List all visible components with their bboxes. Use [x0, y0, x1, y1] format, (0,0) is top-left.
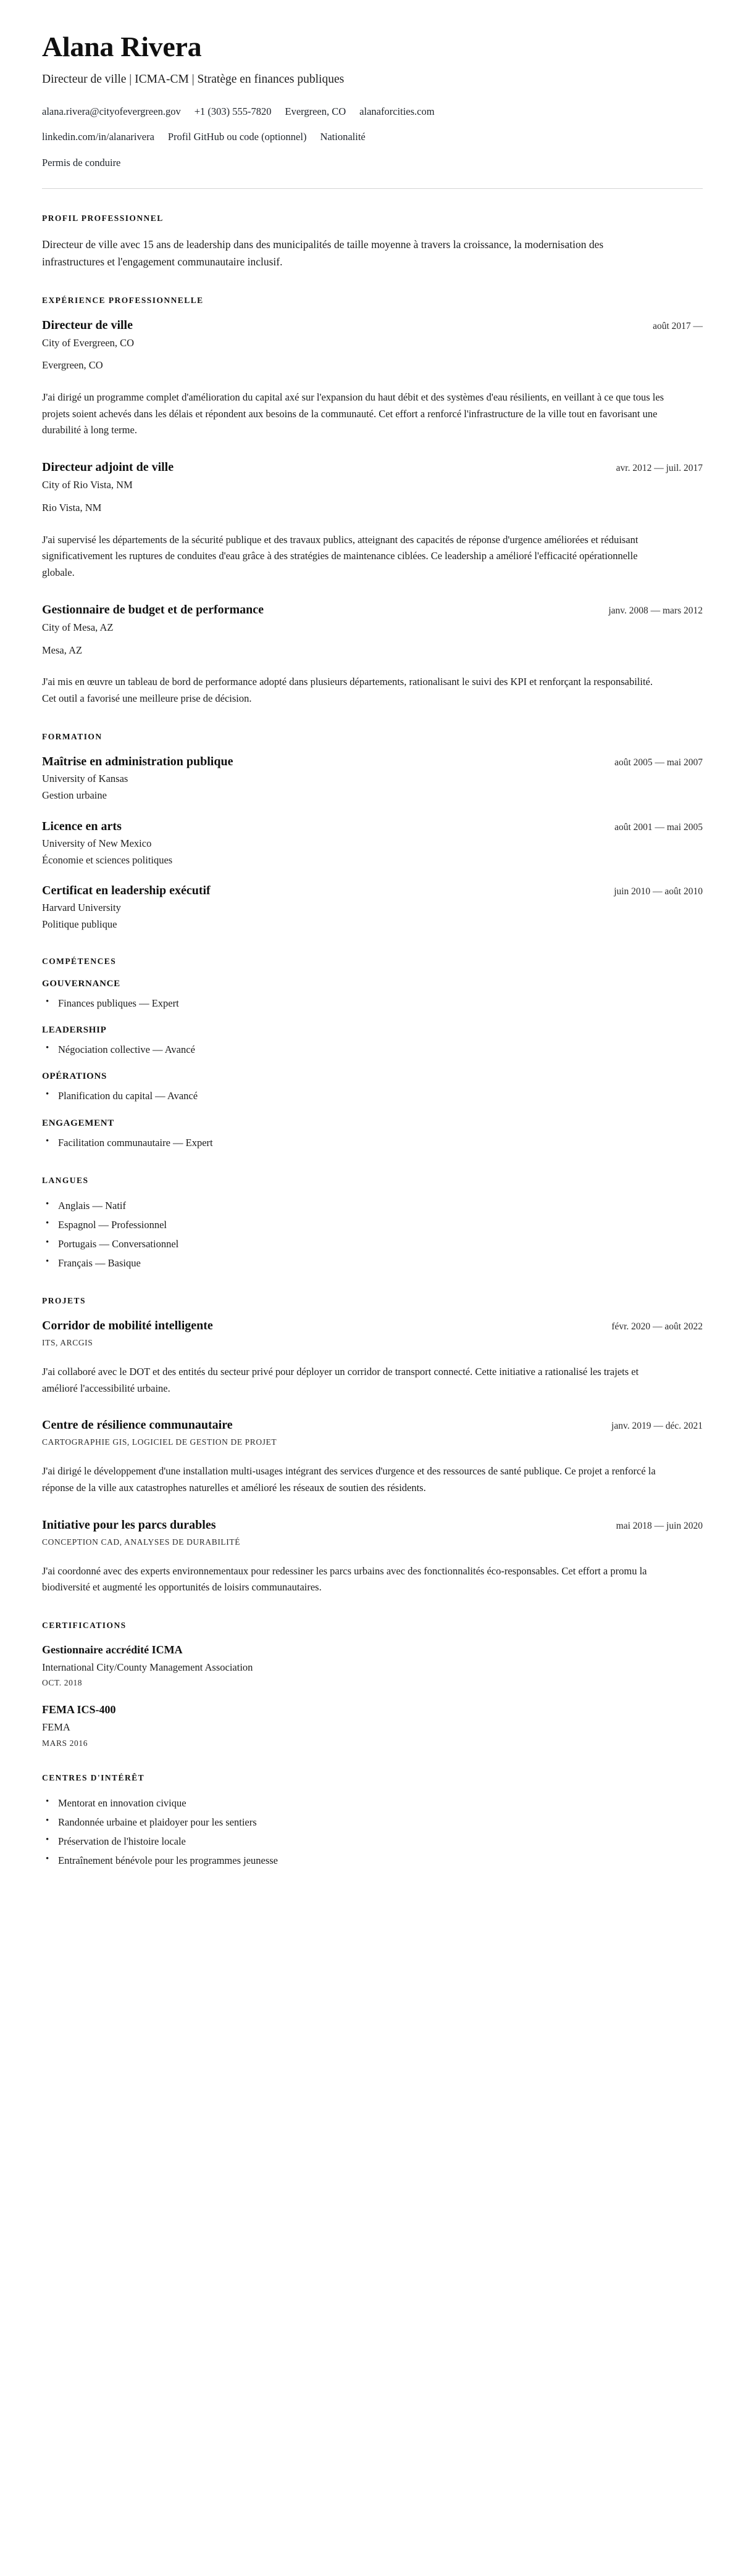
- skill-item: • Planification du capital — Avancé: [42, 1088, 703, 1104]
- certification-entry: [42, 1703, 703, 1748]
- experience-job-title: Gestionnaire de budget et de performance: [42, 602, 264, 617]
- certification-issuer: International City/County Management Association: [42, 1661, 253, 1673]
- interest-list: [42, 1795, 703, 1869]
- interest-item: • Entraînement bénévole pour les programmes jeunesse: [42, 1853, 703, 1869]
- experience-entry: [42, 460, 703, 581]
- skill-group: [42, 1071, 703, 1104]
- education-date-range: août 2001 — mai 2005: [614, 821, 703, 833]
- contact-row-secondary: [42, 130, 703, 145]
- project-description: J'ai dirigé le développement d'une installation multi-usages intégrant des services d'urgence et des ressources de santé publique. Ce projet a renforcé la réponse de la ville aux catastrophes naturelles et amélioré les réseaux de soutien des résidents.: [42, 1465, 656, 1494]
- education-entry-header: [42, 754, 703, 770]
- contact-row-tertiary: [42, 156, 703, 171]
- section-projects: [42, 1296, 703, 1596]
- language-item: • Anglais — Natif: [42, 1198, 703, 1214]
- section-languages: [42, 1176, 703, 1271]
- experience-description: J'ai dirigé un programme complet d'amélioration du capital axé sur l'expansion du haut débit et des systèmes d'eau résilients, en veillant à ce que tous les projets soient achevés dans les délais et répondent aux besoins de la communauté. Cet effort a renforcé l'infrastructure de la ville tout en favorisant une durabilité à long terme.: [42, 391, 664, 436]
- section-education: [42, 732, 703, 933]
- education-entry: [42, 883, 703, 932]
- interest-item: • Préservation de l'histoire locale: [42, 1834, 703, 1850]
- skill-group-title-engagement: ENGAGEMENT: [42, 1118, 115, 1128]
- certification-name: FEMA ICS-400: [42, 1703, 116, 1716]
- header-divider: [42, 188, 703, 189]
- project-entry-header: [42, 1518, 703, 1533]
- project-date-range: janv. 2019 — déc. 2021: [611, 1421, 703, 1432]
- project-entry-header: [42, 1318, 703, 1334]
- experience-job-title: Directeur de ville: [42, 318, 133, 332]
- section-certifications: [42, 1621, 703, 1748]
- contact-drivers-license: Permis de conduire: [42, 157, 121, 169]
- certification-entry: [42, 1643, 703, 1688]
- education-date-range: août 2005 — mai 2007: [614, 757, 703, 768]
- contact-website[interactable]: alanaforcities.com: [359, 105, 435, 117]
- experience-date-range: août 2017 —: [653, 320, 703, 331]
- education-field: Gestion urbaine: [42, 789, 107, 801]
- section-interests: [42, 1773, 703, 1869]
- section-title-projects: PROJETS: [42, 1295, 86, 1305]
- education-school: Harvard University: [42, 902, 121, 914]
- section-summary: [42, 214, 703, 271]
- skill-group: [42, 979, 703, 1012]
- project-entry: [42, 1518, 703, 1596]
- skill-list: [42, 995, 703, 1012]
- skill-item: • Finances publiques — Expert: [42, 995, 703, 1012]
- language-item: • Français — Basique: [42, 1255, 703, 1271]
- certification-date: OCT. 2018: [42, 1678, 83, 1688]
- education-field: Économie et sciences politiques: [42, 854, 173, 866]
- experience-location: Mesa, AZ: [42, 644, 83, 656]
- contact-email[interactable]: alana.rivera@cityofevergreen.gov: [42, 105, 181, 117]
- contact-row-primary: [42, 104, 703, 120]
- language-list: [42, 1198, 703, 1271]
- experience-entry-header: [42, 318, 703, 333]
- education-entry-header: [42, 819, 703, 834]
- education-degree: Maîtrise en administration publique: [42, 754, 233, 768]
- skill-list: [42, 1135, 703, 1151]
- project-title: Initiative pour les parcs durables: [42, 1518, 216, 1532]
- certification-issuer: FEMA: [42, 1721, 70, 1733]
- project-date-range: mai 2018 — juin 2020: [616, 1520, 703, 1531]
- skill-group: [42, 1025, 703, 1058]
- project-entry-header: [42, 1418, 703, 1433]
- experience-description: J'ai mis en œuvre un tableau de bord de performance adopté dans plusieurs départements, rationalisant le suivi des KPI et renforçant la responsabilité. Cet outil a favorisé une meilleure prise de décision.: [42, 676, 653, 705]
- education-school: University of New Mexico: [42, 837, 152, 849]
- skill-list: [42, 1088, 703, 1104]
- certification-date: MARS 2016: [42, 1738, 88, 1748]
- education-degree: Licence en arts: [42, 819, 122, 833]
- education-degree: Certificat en leadership exécutif: [42, 884, 211, 898]
- experience-location: Evergreen, CO: [42, 359, 103, 372]
- interest-item: • Randonnée urbaine et plaidoyer pour les sentiers: [42, 1814, 703, 1830]
- education-school: University of Kansas: [42, 772, 128, 784]
- skill-group-title-gouvernance: GOUVERNANCE: [42, 979, 120, 989]
- project-entry: [42, 1418, 703, 1496]
- section-title-interests: CENTRES D'INTÉRÊT: [42, 1772, 145, 1782]
- summary-text: Directeur de ville avec 15 ans de leadership dans des municipalités de taille moyenne à travers la croissance, la modernisation des infrastructures et l'engagement communautaire inclusif.: [42, 238, 604, 268]
- candidate-headline: Directeur de ville | ICMA-CM | Stratège en finances publiques: [42, 73, 345, 86]
- project-technologies: ITS, ARCGIS: [42, 1337, 93, 1347]
- experience-organization: City of Mesa, AZ: [42, 621, 114, 633]
- contact-github[interactable]: Profil GitHub ou code (optionnel): [167, 131, 307, 143]
- education-date-range: juin 2010 — août 2010: [614, 886, 703, 897]
- project-technologies: CARTOGRAPHIE GIS, LOGICIEL DE GESTION DE PROJET: [42, 1437, 277, 1447]
- section-title-languages: LANGUES: [42, 1175, 89, 1185]
- education-entry: [42, 819, 703, 868]
- experience-entry: [42, 318, 703, 439]
- language-item: • Espagnol — Professionnel: [42, 1217, 703, 1233]
- skill-group-title-leadership: LEADERSHIP: [42, 1025, 107, 1036]
- contact-linkedin[interactable]: linkedin.com/in/alanarivera: [42, 131, 154, 143]
- experience-entry: [42, 602, 703, 707]
- section-title-experience: EXPÉRIENCE PROFESSIONNELLE: [42, 295, 204, 305]
- experience-date-range: janv. 2008 — mars 2012: [608, 605, 703, 616]
- project-description: J'ai collaboré avec le DOT et des entités du secteur privé pour déployer un corridor de transport connecté. Cette initiative a rationalisé les trajets et amélioré l'accessibilité urbaine.: [42, 1365, 639, 1394]
- contact-nationality: Nationalité: [320, 131, 366, 143]
- education-entry: [42, 754, 703, 803]
- project-title: Centre de résilience communautaire: [42, 1418, 233, 1432]
- experience-location: Rio Vista, NM: [42, 501, 102, 513]
- experience-organization: City of Evergreen, CO: [42, 336, 135, 349]
- skill-list: [42, 1042, 703, 1058]
- contact-phone[interactable]: +1 (303) 555-7820: [194, 105, 272, 117]
- experience-organization: City of Rio Vista, NM: [42, 479, 133, 491]
- skill-group: [42, 1118, 703, 1151]
- section-skills: [42, 957, 703, 1150]
- interest-item: • Mentorat en innovation civique: [42, 1795, 703, 1811]
- candidate-name: Alana Rivera: [42, 31, 202, 62]
- experience-job-title: Directeur adjoint de ville: [42, 460, 174, 475]
- section-title-skills: COMPÉTENCES: [42, 957, 117, 966]
- experience-description: J'ai supervisé les départements de la sécurité publique et des travaux publics, atteignant des capacités de réponse d'urgence améliorées et réduisant significativement les ruptures de conduites d'eau grâce à des stratégies de maintenance ciblées. Ce leadership a amélioré l'efficacité opérationnelle globale.: [42, 533, 638, 579]
- skill-item: • Négociation collective — Avancé: [42, 1042, 703, 1058]
- project-technologies: CONCEPTION CAD, ANALYSES DE DURABILITÉ: [42, 1537, 241, 1547]
- section-title-certifications: CERTIFICATIONS: [42, 1621, 127, 1631]
- education-field: Politique publique: [42, 918, 117, 931]
- section-title-summary: PROFIL PROFESSIONNEL: [42, 213, 164, 223]
- experience-entry-header: [42, 602, 703, 618]
- resume-header: [42, 32, 703, 189]
- language-item: • Portugais — Conversationnel: [42, 1236, 703, 1252]
- project-description: J'ai coordonné avec des experts environnementaux pour redessiner les parcs urbains avec des fonctionnalités éco-responsables. Cet effort a promu la biodiversité et augmenté les opportunités de loisirs communautaires.: [42, 1564, 647, 1593]
- experience-entry-header: [42, 460, 703, 475]
- section-experience: [42, 296, 703, 707]
- section-title-education: FORMATION: [42, 731, 103, 741]
- project-title: Corridor de mobilité intelligente: [42, 1318, 213, 1332]
- skill-item: • Facilitation communautaire — Expert: [42, 1135, 703, 1151]
- project-date-range: févr. 2020 — août 2022: [611, 1321, 703, 1332]
- experience-date-range: avr. 2012 — juil. 2017: [616, 463, 703, 474]
- skill-group-title-operations: OPÉRATIONS: [42, 1071, 107, 1082]
- education-entry-header: [42, 883, 703, 899]
- project-entry: [42, 1318, 703, 1397]
- certification-name: Gestionnaire accrédité ICMA: [42, 1643, 183, 1656]
- contact-location: Evergreen, CO: [285, 105, 346, 117]
